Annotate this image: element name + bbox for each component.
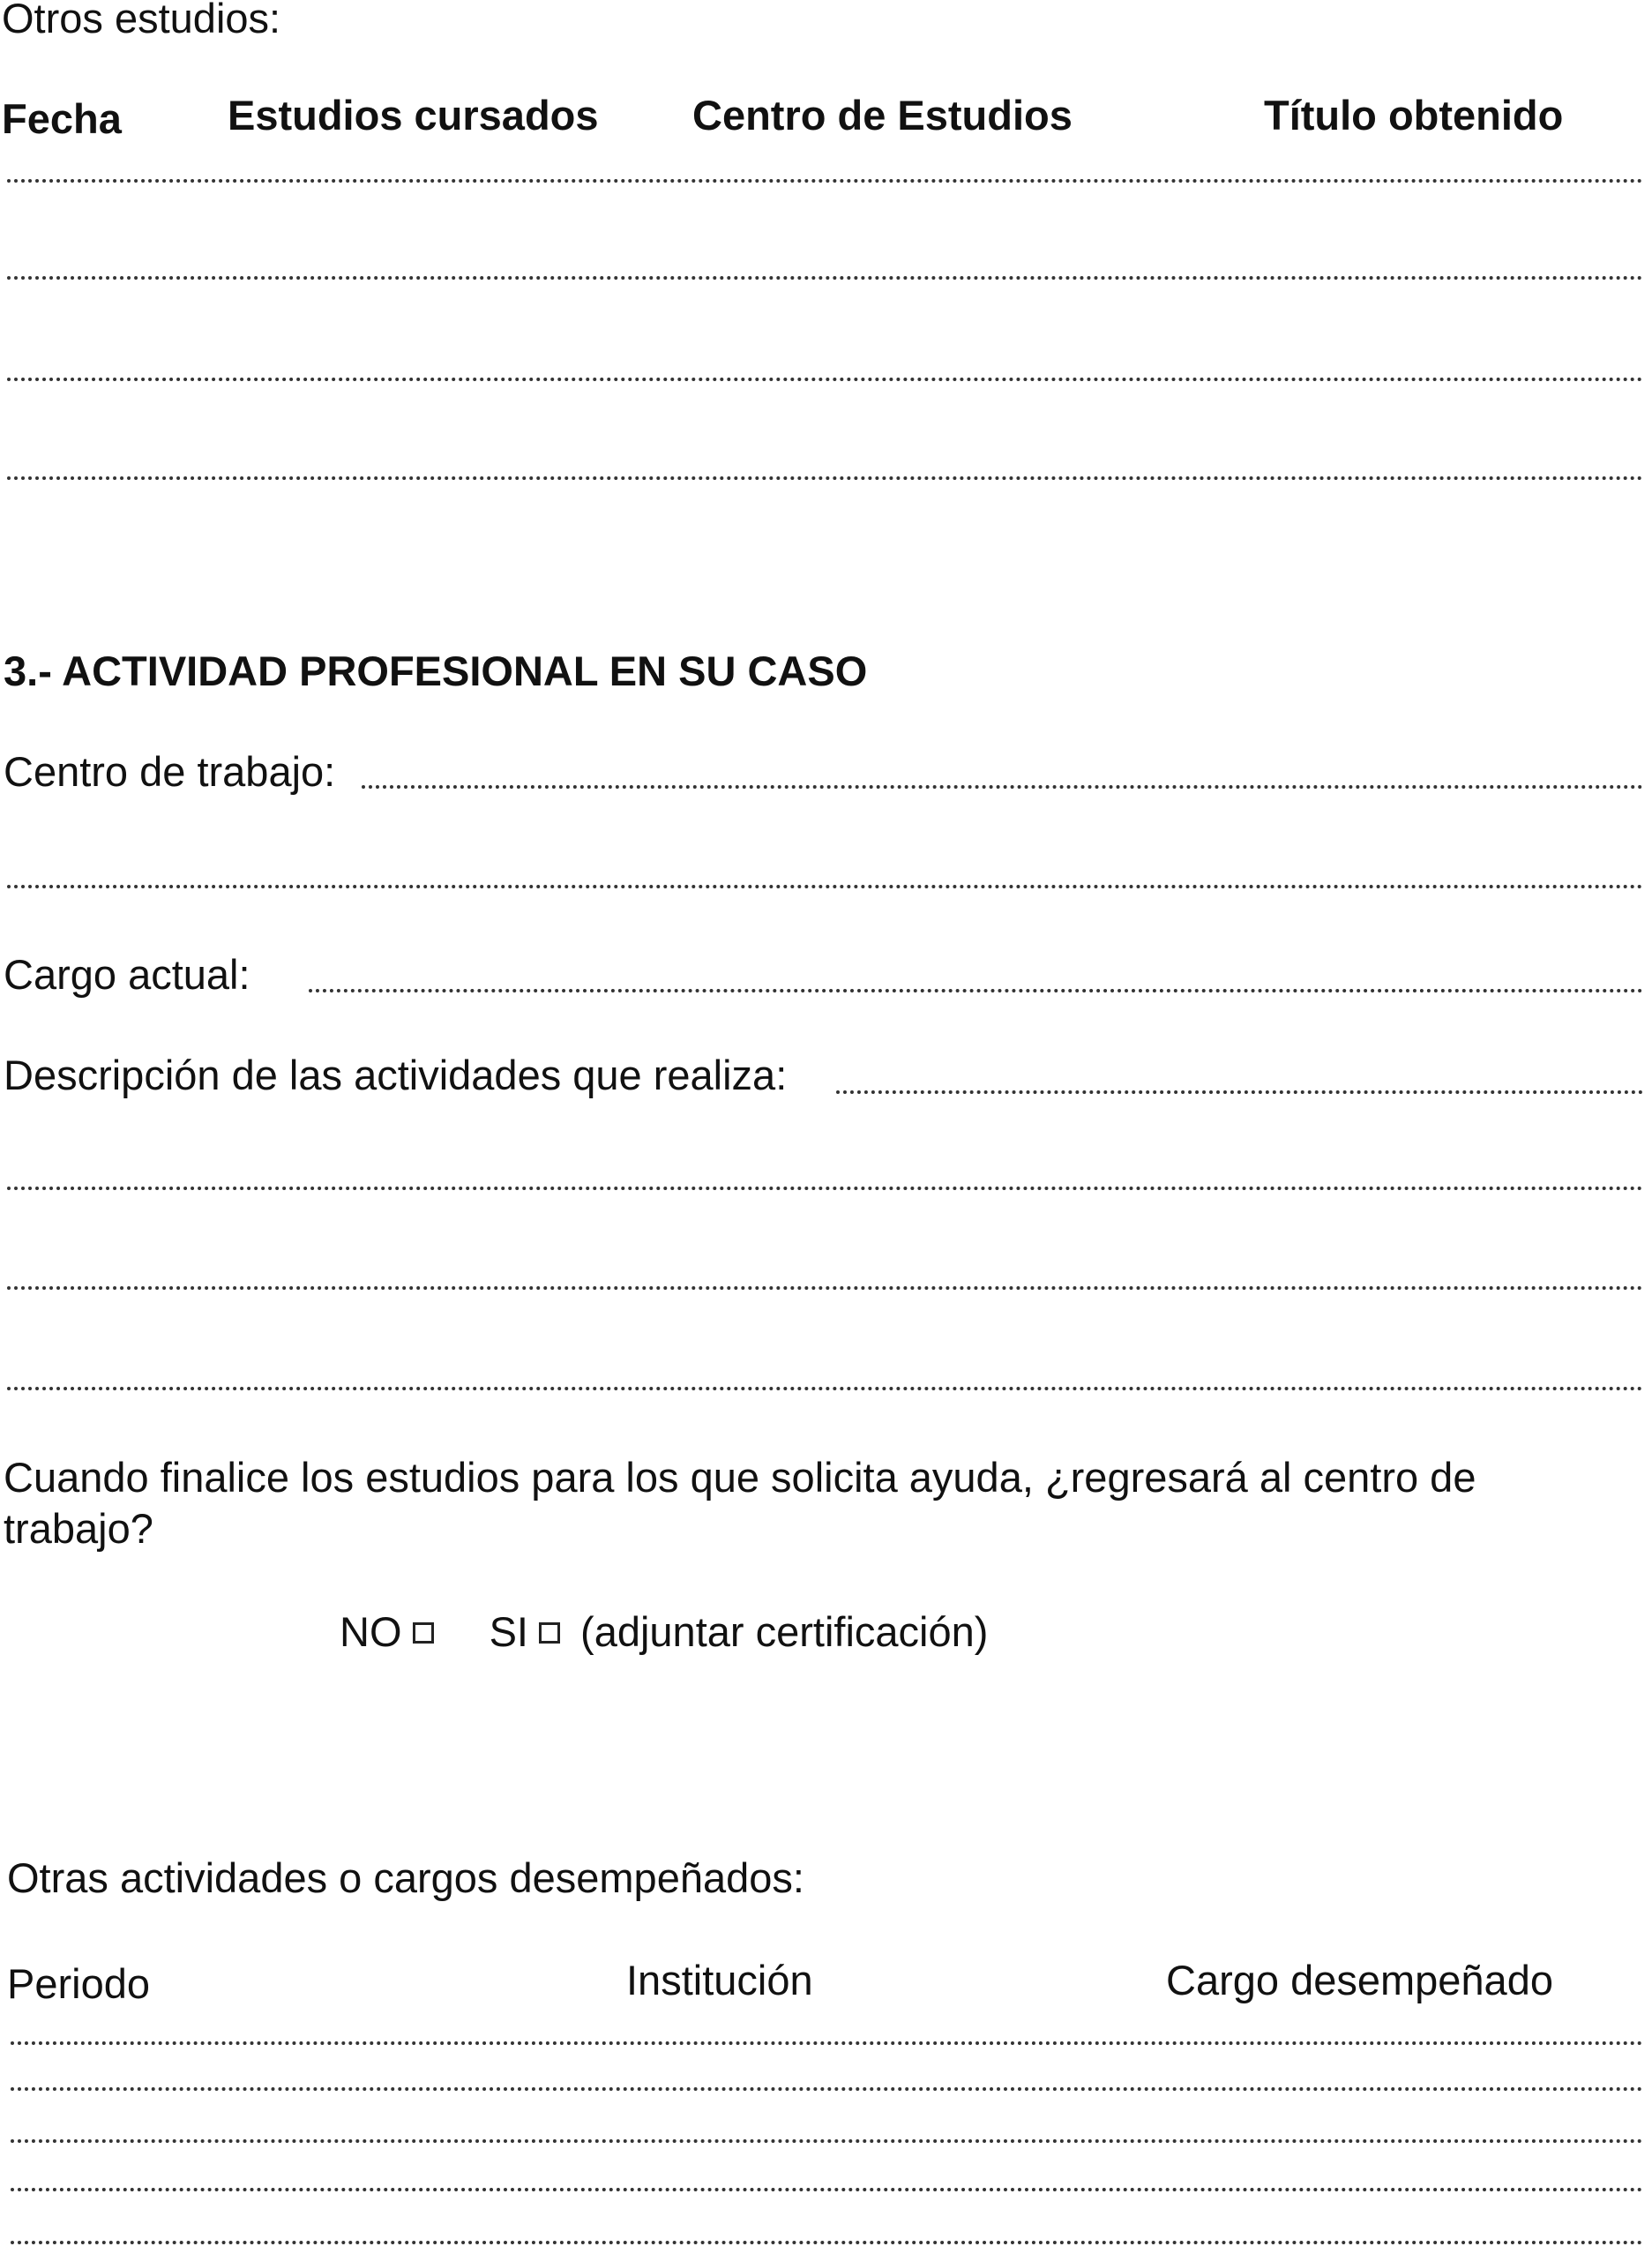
descripcion-field-2[interactable] <box>7 1187 1643 1190</box>
descripcion-field-4[interactable] <box>7 1387 1643 1390</box>
otras-actividades-line-3[interactable] <box>11 2139 1643 2143</box>
option-no-label: NO <box>340 1608 402 1655</box>
regreso-options <box>340 1608 988 1656</box>
regreso-question-line-1: Cuando finalice los estudios para los que solicita ayuda, ¿regresará al centro de <box>4 1454 1476 1501</box>
centro-trabajo-field-2[interactable] <box>7 885 1643 888</box>
cargo-actual-label: Cargo actual: <box>4 951 250 998</box>
option-si-note: (adjuntar certificación) <box>580 1608 989 1655</box>
cargo-actual-field[interactable] <box>309 989 1643 992</box>
otras-actividades-line-1[interactable] <box>11 2041 1643 2045</box>
option-no-checkbox[interactable] <box>413 1622 434 1644</box>
header-titulo-obtenido: Título obtenido <box>1264 92 1564 139</box>
otras-actividades-label: Otras actividades o cargos desempeñados: <box>7 1854 804 1901</box>
header-fecha: Fecha <box>2 95 122 142</box>
header-periodo: Periodo <box>7 1960 150 2007</box>
otros-estudios-line-4[interactable] <box>7 476 1643 480</box>
section-3-title: 3.- ACTIVIDAD PROFESIONAL EN SU CASO <box>4 648 868 694</box>
centro-trabajo-label: Centro de trabajo: <box>4 748 336 795</box>
header-estudios-cursados: Estudios cursados <box>228 92 599 139</box>
option-si-checkbox[interactable] <box>539 1622 560 1644</box>
otras-actividades-line-2[interactable] <box>11 2087 1643 2091</box>
descripcion-label: Descripción de las actividades que realiza: <box>4 1052 788 1098</box>
regreso-question-line-2: trabajo? <box>4 1505 153 1552</box>
otros-estudios-line-1[interactable] <box>7 179 1643 183</box>
header-institucion: Institución <box>626 1957 813 2003</box>
otros-estudios-line-2[interactable] <box>7 276 1643 280</box>
otras-actividades-line-4[interactable] <box>11 2188 1643 2191</box>
descripcion-field-3[interactable] <box>7 1286 1643 1290</box>
option-si-label: SI <box>489 1608 528 1655</box>
otros-estudios-line-3[interactable] <box>7 378 1643 381</box>
centro-trabajo-field[interactable] <box>362 785 1643 789</box>
otras-actividades-line-5[interactable] <box>11 2241 1643 2244</box>
otros-estudios-label: Otros estudios: <box>2 0 281 41</box>
header-cargo-desempenado: Cargo desempeñado <box>1166 1957 1553 2003</box>
descripcion-field-1[interactable] <box>836 1090 1643 1094</box>
header-centro-estudios: Centro de Estudios <box>692 92 1073 139</box>
